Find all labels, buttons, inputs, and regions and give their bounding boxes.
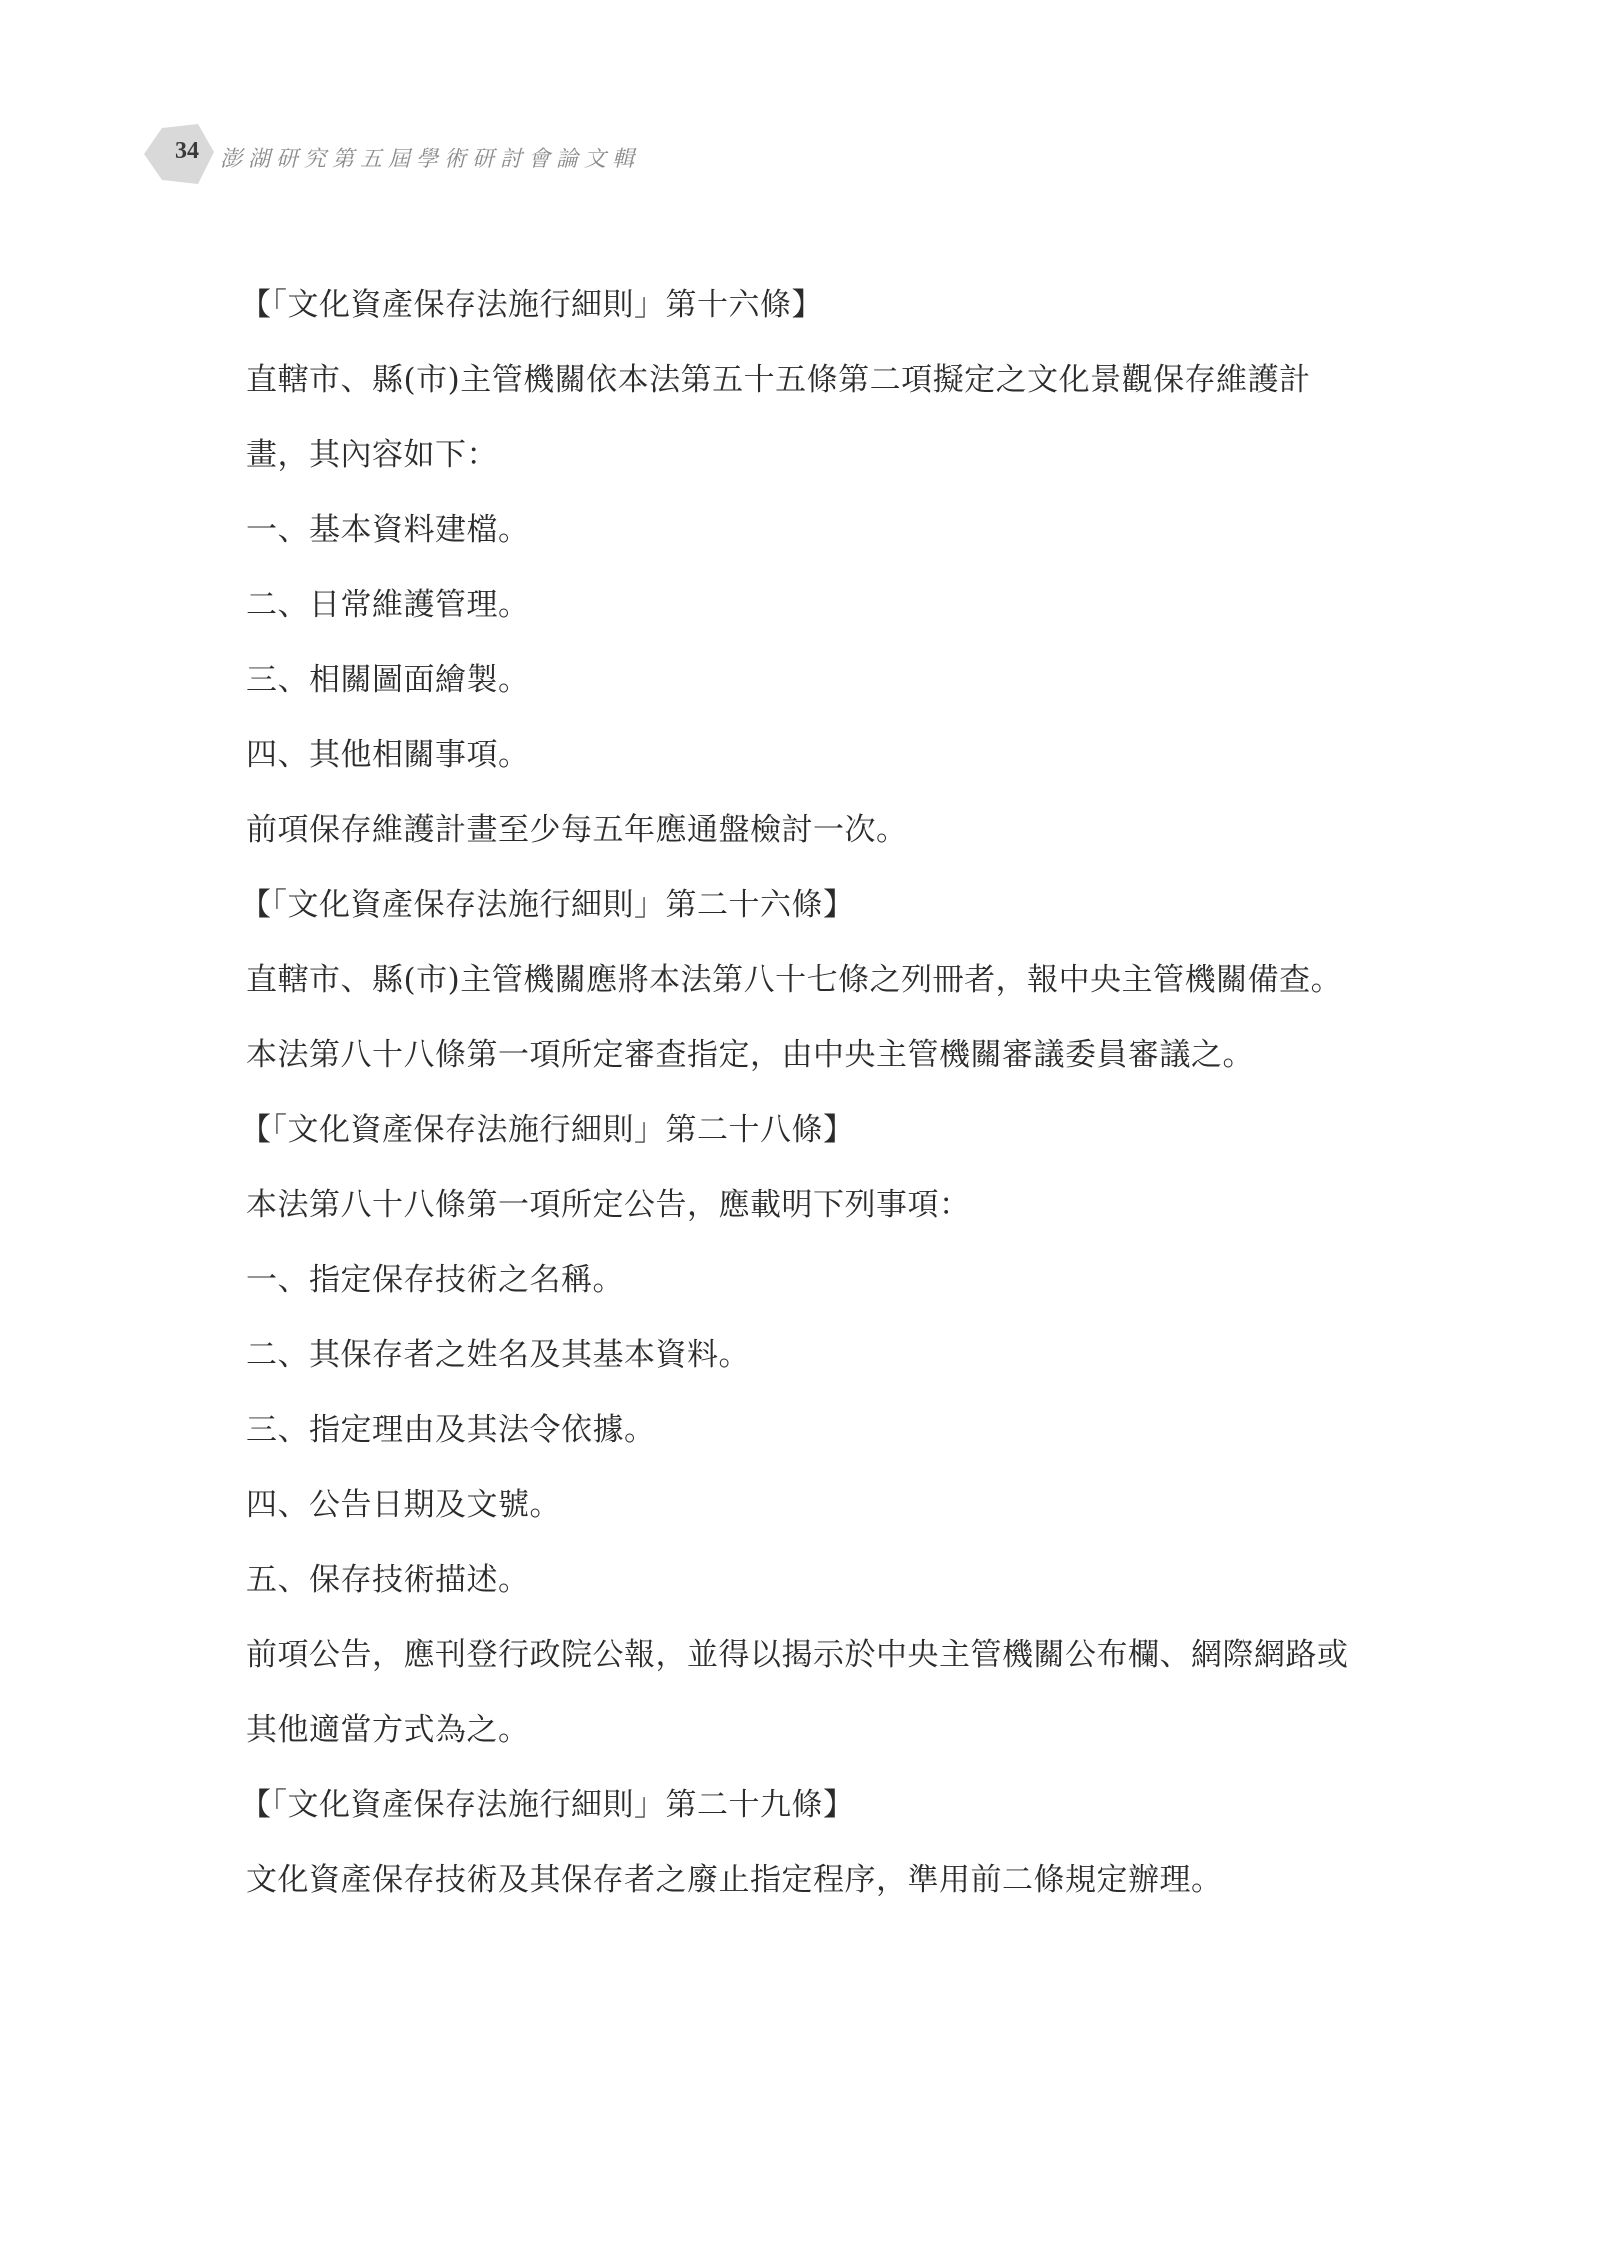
page-number-badge [140, 120, 220, 190]
page-header [140, 120, 840, 190]
article-heading: 【「文化資產保存法施行細則」第二十八條】 [240, 1112, 855, 1148]
article-heading: 【「文化資產保存法施行細則」第二十九條】 [240, 1787, 855, 1823]
running-title: 澎湖研究第五屆學術研討會論文輯 [220, 147, 641, 172]
list-item: 三、相關圖面繪製。 [246, 662, 530, 698]
list-item: 一、基本資料建檔。 [246, 512, 530, 548]
paragraph-line: 本法第八十八條第一項所定公告，應載明下列事項： [246, 1187, 971, 1223]
article-heading: 【「文化資產保存法施行細則」第二十六條】 [240, 887, 855, 923]
paragraph-line: 畫，其內容如下： [246, 437, 498, 473]
list-item: 二、日常維護管理。 [246, 587, 530, 623]
list-item: 四、公告日期及文號。 [246, 1487, 561, 1523]
list-item: 三、指定理由及其法令依據。 [246, 1412, 656, 1448]
list-item: 五、保存技術描述。 [246, 1562, 530, 1598]
list-item: 四、其他相關事項。 [246, 737, 530, 773]
list-item: 一、指定保存技術之名稱。 [246, 1262, 624, 1298]
page-number: 34 [175, 138, 199, 164]
paragraph-line: 前項公告，應刊登行政院公報，並得以揭示於中央主管機關公布欄、網際網路或 [246, 1637, 1349, 1673]
paragraph-line: 前項保存維護計畫至少每五年應通盤檢討一次。 [246, 812, 908, 848]
paragraph-line: 本法第八十八條第一項所定審查指定，由中央主管機關審議委員審議之。 [246, 1037, 1254, 1073]
article-heading: 【「文化資產保存法施行細則」第十六條】 [240, 287, 823, 323]
document-body [240, 268, 1426, 1918]
paragraph-line: 其他適當方式為之。 [246, 1712, 530, 1748]
paragraph-line: 文化資產保存技術及其保存者之廢止指定程序，準用前二條規定辦理。 [246, 1862, 1223, 1898]
paragraph-line: 直轄市、縣(市)主管機關依本法第五十五條第二項擬定之文化景觀保存維護計 [246, 362, 1311, 398]
list-item: 二、其保存者之姓名及其基本資料。 [246, 1337, 750, 1373]
paragraph-line: 直轄市、縣(市)主管機關應將本法第八十七條之列冊者，報中央主管機關備查。 [246, 962, 1343, 998]
